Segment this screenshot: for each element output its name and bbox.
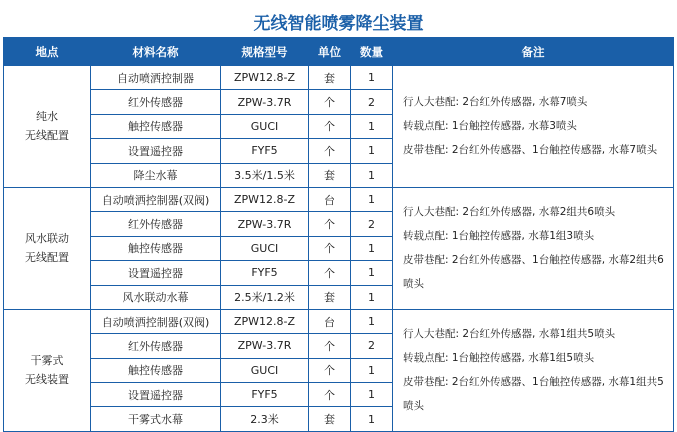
material-name-cell: 红外传感器 <box>91 334 221 358</box>
location-cell <box>4 66 91 188</box>
unit-cell: 个 <box>309 261 351 285</box>
quantity-cell: 1 <box>351 285 393 309</box>
header-material: 材料名称 <box>91 38 221 66</box>
spec-cell: 2.5米/1.2米 <box>221 285 309 309</box>
quantity-cell: 2 <box>351 212 393 236</box>
spec-cell: ZPW12.8-Z <box>221 66 309 90</box>
unit-cell: 个 <box>309 236 351 260</box>
unit-cell: 套 <box>309 66 351 90</box>
header-unit: 单位 <box>309 38 351 66</box>
location-line: 无线装置 <box>25 373 69 387</box>
unit-cell: 个 <box>309 139 351 163</box>
spec-cell: 2.3米 <box>221 407 309 431</box>
unit-cell: 个 <box>309 114 351 138</box>
notes-cell <box>393 309 674 431</box>
note-line: 转载点配: 1台触控传感器, 水幕1组3喷头 <box>403 230 595 243</box>
material-name-cell: 红外传感器 <box>91 212 221 236</box>
spec-cell: GUCI <box>221 114 309 138</box>
quantity-cell: 1 <box>351 358 393 382</box>
unit-cell: 台 <box>309 309 351 333</box>
unit-cell: 个 <box>309 383 351 407</box>
material-name-cell: 设置遥控器 <box>91 261 221 285</box>
note-line: 行人大巷配: 2台红外传感器, 水幕1组共5喷头 <box>403 328 616 341</box>
unit-cell: 套 <box>309 407 351 431</box>
note-line: 行人大巷配: 2台红外传感器, 水幕2组共6喷头 <box>403 206 616 219</box>
note-line: 皮带巷配: 2台红外传感器、1台触控传感器, 水幕2组共6喷头 <box>403 254 664 291</box>
quantity-cell: 1 <box>351 261 393 285</box>
material-name-cell: 设置遥控器 <box>91 383 221 407</box>
quantity-cell: 1 <box>351 66 393 90</box>
header-quantity: 数量 <box>351 38 393 66</box>
notes-cell <box>393 66 674 188</box>
material-name-cell: 自动喷洒控制器 <box>91 66 221 90</box>
spec-cell: ZPW12.8-Z <box>221 309 309 333</box>
quantity-cell: 1 <box>351 236 393 260</box>
unit-cell: 个 <box>309 90 351 114</box>
unit-cell: 台 <box>309 187 351 211</box>
location-line: 纯水 <box>36 110 58 124</box>
spec-cell: FYF5 <box>221 261 309 285</box>
page-title: 无线智能喷雾降尘装置 <box>253 14 424 34</box>
spec-cell: ZPW-3.7R <box>221 90 309 114</box>
note-line: 皮带巷配: 2台红外传感器、1台触控传感器, 水幕7喷头 <box>403 144 658 157</box>
quantity-cell: 1 <box>351 407 393 431</box>
unit-cell: 套 <box>309 285 351 309</box>
material-name-cell: 红外传感器 <box>91 90 221 114</box>
unit-cell: 个 <box>309 334 351 358</box>
header-location: 地点 <box>4 38 91 66</box>
material-name-cell: 自动喷洒控制器(双阀) <box>91 187 221 211</box>
header-notes: 备注 <box>393 38 674 66</box>
quantity-cell: 1 <box>351 383 393 407</box>
spec-cell: GUCI <box>221 236 309 260</box>
location-cell <box>4 309 91 431</box>
header-spec: 规格型号 <box>221 38 309 66</box>
quantity-cell: 1 <box>351 309 393 333</box>
quantity-cell: 1 <box>351 114 393 138</box>
quantity-cell: 1 <box>351 163 393 187</box>
quantity-cell: 1 <box>351 187 393 211</box>
note-line: 转载点配: 1台触控传感器, 水幕3喷头 <box>403 120 577 133</box>
location-cell <box>4 187 91 309</box>
unit-cell: 个 <box>309 212 351 236</box>
material-name-cell: 触控传感器 <box>91 114 221 138</box>
material-name-cell: 自动喷洒控制器(双阀) <box>91 309 221 333</box>
spec-cell: 3.5米/1.5米 <box>221 163 309 187</box>
table-row <box>4 187 674 211</box>
spec-cell: GUCI <box>221 358 309 382</box>
location-line: 无线配置 <box>25 251 69 265</box>
material-name-cell: 触控传感器 <box>91 358 221 382</box>
location-line: 干雾式 <box>30 354 64 368</box>
unit-cell: 个 <box>309 358 351 382</box>
table-header <box>4 38 674 66</box>
spec-cell: ZPW-3.7R <box>221 212 309 236</box>
material-name-cell: 触控传感器 <box>91 236 221 260</box>
material-name-cell: 风水联动水幕 <box>91 285 221 309</box>
note-line: 转载点配: 1台触控传感器, 水幕1组5喷头 <box>403 352 595 365</box>
note-line: 行人大巷配: 2台红外传感器, 水幕7喷头 <box>403 96 588 109</box>
quantity-cell: 2 <box>351 90 393 114</box>
location-line: 无线配置 <box>25 129 69 143</box>
location-line: 风水联动 <box>25 232 69 246</box>
table-row <box>4 66 674 90</box>
notes-cell <box>393 187 674 309</box>
unit-cell: 套 <box>309 163 351 187</box>
material-name-cell: 降尘水幕 <box>91 163 221 187</box>
material-name-cell: 干雾式水幕 <box>91 407 221 431</box>
spec-cell: FYF5 <box>221 383 309 407</box>
spec-cell: ZPW-3.7R <box>221 334 309 358</box>
table-row <box>4 309 674 333</box>
material-name-cell: 设置遥控器 <box>91 139 221 163</box>
spec-cell: FYF5 <box>221 139 309 163</box>
spec-cell: ZPW12.8-Z <box>221 187 309 211</box>
quantity-cell: 1 <box>351 139 393 163</box>
note-line: 皮带巷配: 2台红外传感器、1台触控传感器, 水幕1组共5喷头 <box>403 376 664 413</box>
equipment-table <box>3 37 674 432</box>
quantity-cell: 2 <box>351 334 393 358</box>
